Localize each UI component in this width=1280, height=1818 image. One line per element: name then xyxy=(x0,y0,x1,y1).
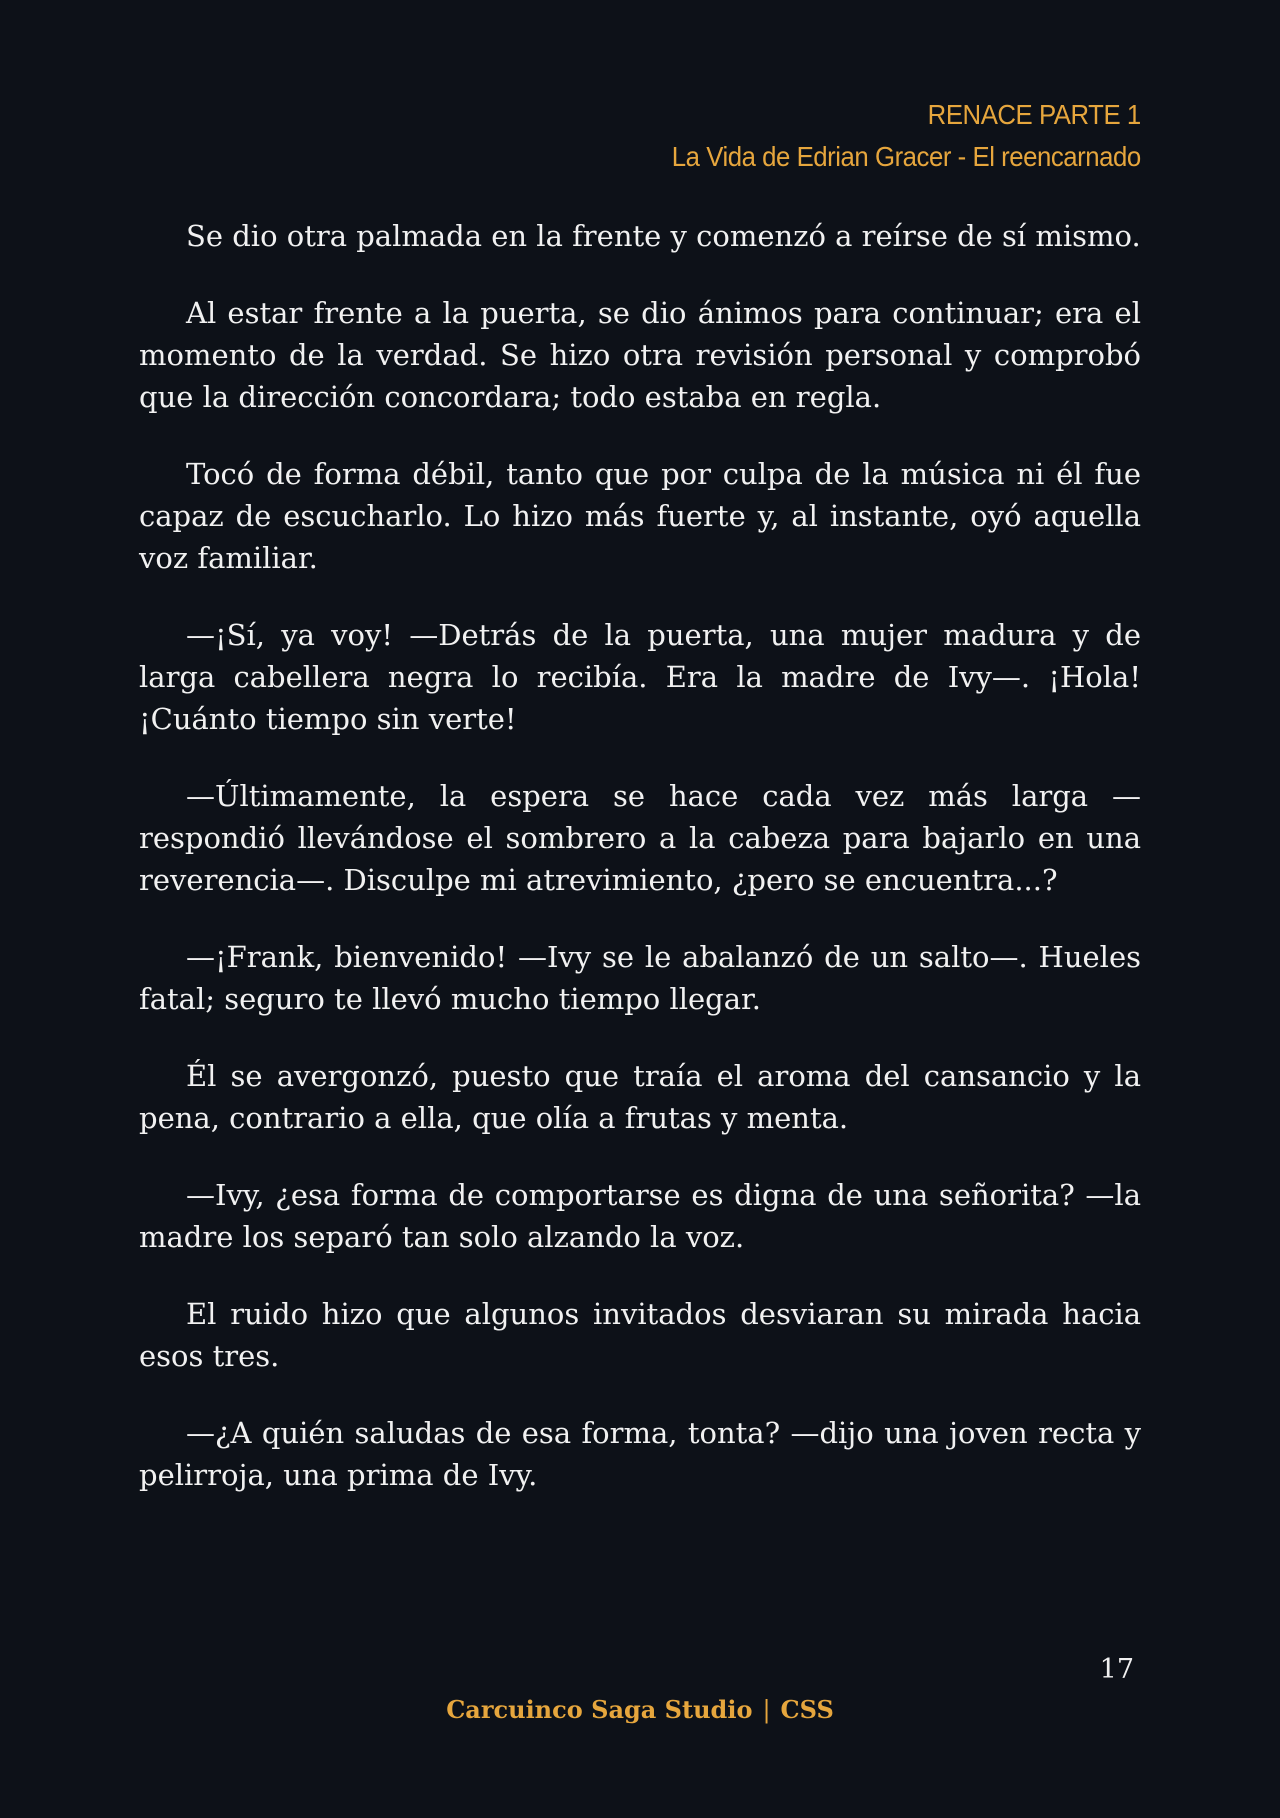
paragraph: —Últimamente, la espera se hace cada vez más larga —respondió llevándose el sombrero a la cabeza para bajarlo en una reverencia—. Disculpe mi atrevimiento, ¿pero se encuentra...? xyxy=(139,779,1141,897)
paragraph: Al estar frente a la puerta, se dio ánimos para continuar; era el momento de la verdad. Se hizo otra revisión personal y comprobó que la dirección concordara; todo estaba en regla. xyxy=(139,296,1141,414)
footer-imprint: CSS xyxy=(780,1695,834,1724)
page-footer xyxy=(0,1692,1280,1728)
paragraph: —¡Sí, ya voy! —Detrás de la puerta, una mujer madura y de larga cabellera negra lo recibía. Era la madre de Ivy—. ¡Hola! ¡Cuánto tiempo sin verte! xyxy=(139,618,1141,736)
paragraph: —Ivy, ¿esa forma de comportarse es digna de una señorita? —la madre los separó tan solo alzando la voz. xyxy=(139,1178,1141,1254)
paragraph: El ruido hizo que algunos invitados desviaran su mirada hacia esos tres. xyxy=(139,1297,1141,1373)
footer-publisher: Carcuinco Saga Studio xyxy=(446,1695,753,1724)
paragraph: Se dio otra palmada en la frente y comenzó a reírse de sí mismo. xyxy=(186,219,1141,253)
page-body-text xyxy=(139,215,1141,1531)
paragraph: —¿A quién saludas de esa forma, tonta? —dijo una joven recta y pelirroja, una prima de Ivy. xyxy=(139,1416,1141,1492)
header-book-title: La Vida de Edrian Gracer - El reencarnado xyxy=(672,141,1141,172)
paragraph: Tocó de forma débil, tanto que por culpa de la música ni él fue capaz de escucharlo. Lo hizo más fuerte y, al instante, oyó aquella voz familiar. xyxy=(139,457,1141,575)
header-part-title: RENACE PARTE 1 xyxy=(927,99,1141,130)
running-header xyxy=(672,94,1141,178)
page-number: 17 xyxy=(1099,1654,1134,1685)
paragraph: Él se avergonzó, puesto que traía el aroma del cansancio y la pena, contrario a ella, que olía a frutas y menta. xyxy=(139,1059,1141,1135)
footer-separator: | xyxy=(762,1696,771,1724)
paragraph: —¡Frank, bienvenido! —Ivy se le abalanzó de un salto—. Hueles fatal; seguro te llevó mucho tiempo llegar. xyxy=(139,940,1141,1016)
